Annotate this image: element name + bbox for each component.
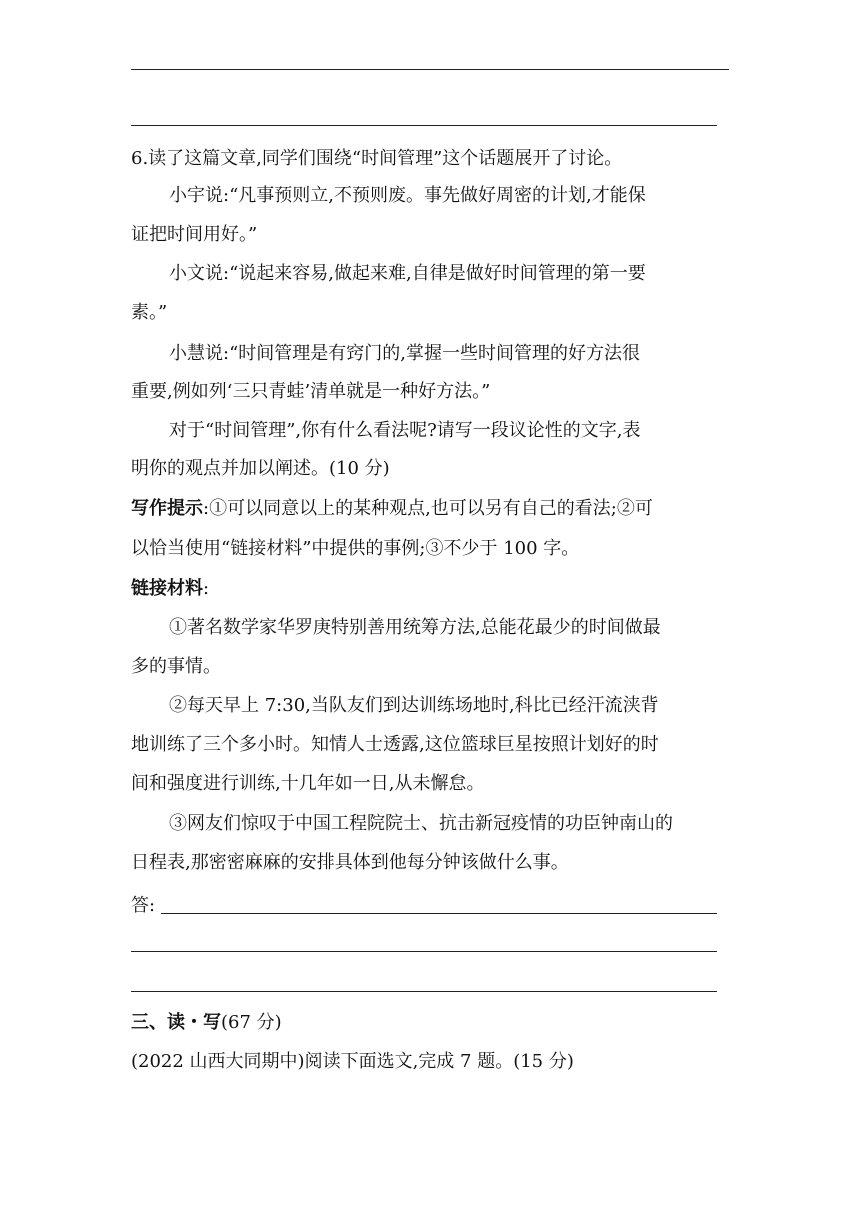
answer-field[interactable] xyxy=(131,893,717,919)
writing-tips-label: 写作提示 xyxy=(131,498,203,519)
material-2-cont2: 间和强度进行训练,十几年如一日,从未懈怠。 xyxy=(131,773,485,794)
material-3: ③网友们惊叹于中国工程院院士、抗击新冠疫情的功臣钟南山的 xyxy=(169,813,673,834)
writing-task: 对于“时间管理”,你有什么看法呢?请写一段议论性的文字,表 xyxy=(169,420,641,441)
materials-heading xyxy=(131,576,729,602)
xiaowen-opinion: 小文说:“说起来容易,做起来难,自律是做好时间管理的第一要 xyxy=(169,263,646,284)
material-1: ①著名数学家华罗庚特别善用统筹方法,总能花最少的时间做最 xyxy=(169,617,661,638)
writing-task-cont: 明你的观点并加以阐述。(10 分) xyxy=(131,458,390,479)
xiaowen-opinion-cont: 素。” xyxy=(131,302,168,323)
answer-line-2[interactable] xyxy=(131,951,717,952)
material-2: ②每天早上 7:30,当队友们到达训练场地时,科比已经汗流浃背 xyxy=(169,695,659,716)
section-3-heading xyxy=(131,1010,729,1036)
material-2-cont: 地训练了三个多小时。知情人士透露,这位篮球巨星按照计划好的时 xyxy=(131,734,659,755)
question-6-stem: 6.读了这篇文章,同学们围绕“时间管理”这个话题展开了讨论。 xyxy=(131,148,623,169)
answer-line-3[interactable] xyxy=(131,991,717,992)
writing-tips xyxy=(131,496,729,522)
section-3-intro: (2022 山西大同期中)阅读下面选文,完成 7 题。(15 分) xyxy=(131,1051,574,1072)
answer-label: 答: xyxy=(131,895,156,916)
xiaohui-opinion: 小慧说:“时间管理是有窍门的,掌握一些时间管理的好方法很 xyxy=(169,343,640,364)
material-1-cont: 多的事情。 xyxy=(131,656,221,677)
answer-line-prev xyxy=(131,125,717,126)
material-3-cont: 日程表,那密密麻麻的安排具体到他每分钟该做什么事。 xyxy=(131,852,569,873)
materials-colon: : xyxy=(203,578,210,599)
materials-label: 链接材料 xyxy=(131,578,203,599)
answer-line-top xyxy=(131,69,729,70)
writing-tips-text: :①可以同意以上的某种观点,也可以另有自己的看法;②可 xyxy=(203,498,653,519)
answer-line xyxy=(161,913,717,914)
xiaohui-opinion-cont: 重要,例如列‘三只青蛙’清单就是一种好方法。” xyxy=(131,381,491,402)
xiaoyu-opinion: 小宇说:“凡事预则立,不预则废。事先做好周密的计划,才能保 xyxy=(169,185,646,206)
section-3-score: (67 分) xyxy=(221,1012,282,1033)
writing-tips-cont: 以恰当使用“链接材料”中提供的事例;③不少于 100 字。 xyxy=(131,538,580,559)
xiaoyu-opinion-cont: 证把时间用好。” xyxy=(131,224,258,245)
section-3-title: 三、读・写 xyxy=(131,1012,221,1033)
